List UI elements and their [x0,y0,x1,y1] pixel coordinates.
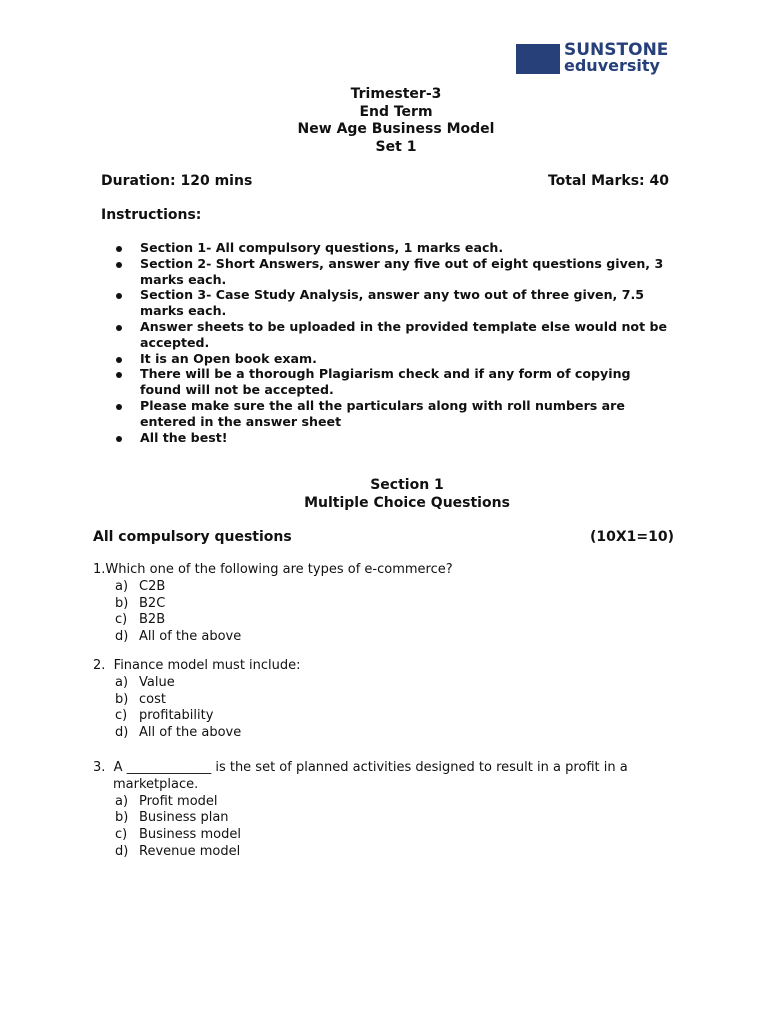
option-letter: a) [115,578,129,594]
bullet-icon [116,372,122,378]
option-letter: d) [115,629,129,645]
section-title: Section 1 [370,477,444,493]
duration-label: Duration: 120 mins [101,173,253,189]
option-text: profitability [139,708,214,724]
option-item [93,629,693,646]
option-item [93,708,693,725]
option-item [93,794,653,811]
option-text: B2B [139,612,166,628]
option-item [93,596,693,613]
option-item [93,692,693,709]
option-text: Revenue model [139,843,241,859]
set-label: Set 1 [375,138,417,155]
question-1 [93,562,693,646]
section-subtitle: Multiple Choice Questions [304,494,510,511]
instruction-item: There will be a thorough Plagiarism check and if any form of copying found will not be accepted. [114,366,674,398]
option-item [93,810,653,827]
option-text: C2B [139,578,166,594]
option-letter: a) [115,793,129,809]
option-text: B2C [139,595,166,611]
option-text: Business plan [139,810,229,826]
bullet-icon [116,293,122,299]
option-letter: b) [115,595,129,611]
bullet-icon [116,246,122,252]
option-text: Business model [139,827,241,843]
marks-breakdown: (10X1=10) [589,529,674,545]
option-letter: b) [115,810,129,826]
option-letter: d) [115,725,129,741]
option-letter: a) [115,674,129,690]
options-list [93,675,693,742]
total-marks-label: Total Marks: 40 [547,173,669,189]
instruction-item: Answer sheets to be uploaded in the provided template else would not be accepted. [114,319,674,351]
instruction-item: Section 1- All compulsory questions, 1 marks each. [114,240,674,256]
bullet-icon [116,262,122,268]
option-letter: c) [115,708,128,724]
instructions-list [114,240,674,445]
option-text: Value [139,674,175,690]
option-letter: c) [115,612,128,628]
logo-text-bottom: eduversity [564,56,660,75]
instruction-item: Please make sure the all the particulars along with roll numbers are entered in the answer sheet [114,398,674,430]
option-text: cost [139,691,166,707]
option-item [93,844,653,861]
trimester-label: Trimester-3 [350,86,442,102]
bullet-icon [116,357,122,363]
option-letter: d) [115,843,129,859]
option-text: Profit model [139,793,218,809]
compulsory-label: All compulsory questions [93,529,292,545]
exam-type-label: End Term [359,103,433,120]
bullet-icon [116,325,122,331]
instruction-item: Section 3- Case Study Analysis, answer any two out of three given, 7.5 marks each. [114,287,674,319]
instruction-item: All the best! [114,430,674,446]
logo-mark [516,44,560,74]
exam-header [0,86,768,156]
sunstone-logo [516,42,672,76]
question-3 [93,760,653,861]
option-item [93,827,653,844]
option-text: All of the above [139,629,242,645]
instruction-item: Section 2- Short Answers, answer any five out of eight questions given, 3 marks each. [114,256,674,288]
question-2 [93,658,693,742]
bullet-icon [116,404,122,410]
course-title: New Age Business Model [297,121,495,137]
bullet-icon [116,436,122,442]
option-item [93,725,693,742]
question-text: 1.Which one of the following are types of e-commerce? [93,562,453,577]
logo-text-top: SUNSTONE [564,40,669,60]
option-letter: b) [115,691,129,707]
question-text: 2. Finance model must include: [93,658,301,673]
instructions-title: Instructions: [101,207,202,223]
option-text: All of the above [139,725,242,741]
section-1-heading [0,477,768,512]
options-list [93,579,693,646]
option-letter: c) [115,827,128,843]
option-item [93,675,693,692]
option-item [93,579,693,596]
instruction-item: It is an Open book exam. [114,351,674,367]
options-list [93,794,653,861]
question-text: 3. A _____________ is the set of planned activities designed to result in a profit in a marketplace. [93,760,632,792]
option-item [93,612,693,629]
